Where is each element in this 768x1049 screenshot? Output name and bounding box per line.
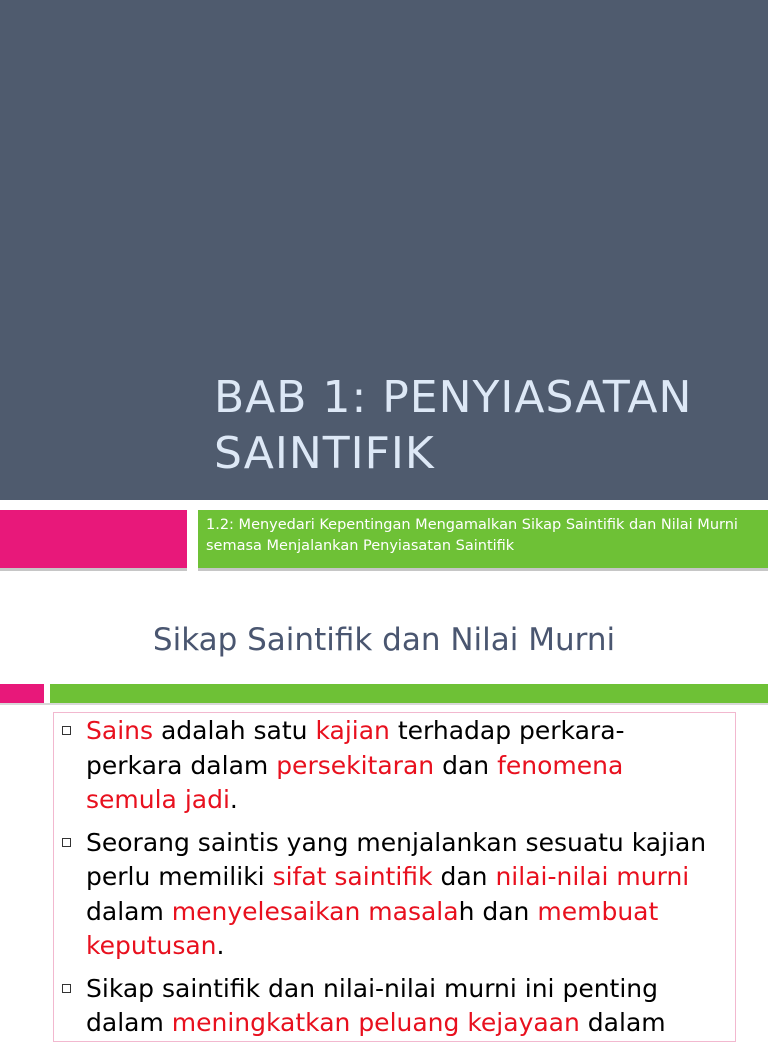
bullet-segment: kajian (315, 716, 390, 745)
bullet-segment: . (216, 931, 225, 960)
bullet-segment: terhadap perkara-perkara dalam (86, 716, 625, 780)
bullet-segment: Seorang saintis yang menjalankan sesuatu kajian perlu memiliki (86, 827, 707, 891)
bullet-segment: Sikap saintifik dan nilai-nilai murni ini penting dalam (86, 973, 659, 1037)
bullet-segment: dan (432, 862, 496, 891)
bullet-segment: h dan (458, 896, 538, 926)
slide-subtitle: 1.2: Menyedari Kepentingan Mengamalkan Sikap Saintifik dan Nilai Murni semasa Menjalankan Penyiasatan Saintifik (206, 517, 738, 554)
bullet-segment: persekitaran (276, 750, 435, 780)
green-subtitle-bar-shadow (198, 568, 768, 571)
bullet-segment: fenomena semula jadi (86, 750, 624, 814)
square-bullet-icon (62, 984, 71, 993)
bullet-item (60, 714, 720, 818)
bullet-segment: . (229, 785, 238, 814)
bullet-segment: nilai-nilai murni (495, 862, 690, 891)
bullet-text (86, 828, 706, 961)
bullet-item (60, 972, 720, 1041)
bullet-list (60, 714, 720, 1049)
bullet-segment: dalam (86, 896, 172, 926)
pink-accent-strip (0, 684, 44, 703)
bullet-segment: sifat saintifik (272, 862, 433, 891)
bullet-segment: meningkatkan peluang kejayaan (171, 1008, 580, 1037)
content-heading: Sikap Saintifik dan Nilai Murni (152, 622, 616, 658)
bullet-segment: dan (434, 750, 498, 780)
bullet-segment: adalah satu (153, 716, 316, 745)
bullet-item (60, 826, 720, 964)
pink-accent-bar-shadow (0, 568, 187, 571)
bullet-segment: membuat keputusan (86, 896, 659, 960)
green-accent-strip (50, 684, 768, 703)
bullet-text (86, 974, 666, 1038)
pink-accent-bar (0, 510, 187, 568)
square-bullet-icon (62, 726, 71, 735)
bullet-segment: Sains (86, 716, 154, 745)
bullet-segment: dalam (579, 1008, 666, 1037)
accent-strip-shadow (0, 703, 768, 705)
content-slide (0, 590, 768, 1037)
bullet-text (86, 716, 625, 814)
bullet-segment: menyelesaikan masala (171, 896, 459, 926)
square-bullet-icon (62, 838, 71, 847)
slide-title: BAB 1: PENYIASATAN SAINTIFIK (214, 372, 693, 479)
